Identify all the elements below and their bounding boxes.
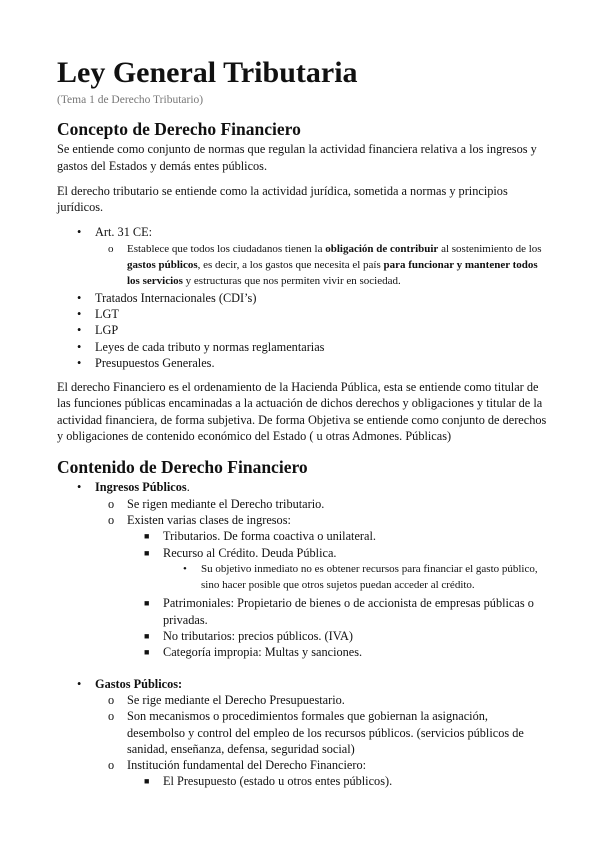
list-item-text: Tratados Internacionales (CDI’s) — [95, 290, 257, 305]
list-item-text: Se rigen mediante el Derecho tributario. — [127, 496, 325, 511]
list-item-text: Patrimoniales: Propietario de bienes o de accionista de empresas públicas o privadas. — [163, 596, 534, 627]
list-item: • Tratados Internacionales (CDI’s) — [77, 290, 257, 305]
bold-text: gastos públicos — [127, 259, 198, 272]
paragraph: El derecho Financiero es el ordenamiento de la Hacienda Pública, esta se entiende como titular de las funciones públicas encaminadas a la actuación de dichos derechos y obligaciones y titular de la actividad financiera, de forma subjetiva. De forma Objetiva se entiende como conjunto de derechos y obligaciones de contenido económico del Estado ( u otras Admones. Públicas) — [57, 380, 547, 444]
list-item: ■ Patrimoniales: Propietario de bienes o de accionista de empresas públicas o privadas. — [144, 596, 534, 627]
contenido-list — [57, 479, 547, 660]
list-item: ■ Categoría impropia: Multas y sanciones. — [144, 645, 363, 660]
list-item: • Gastos Públicos: — [77, 676, 183, 691]
list-item: o Establece que todos los ciudadanos tienen la obligación de contribuir al sostenimiento de los gastos públicos, es decir, a los gastos que necesita el país para funcionar y mantener todos los servicios y estructuras que nos permiten vivir en sociedad. — [108, 242, 542, 288]
list-item: o Se rige mediante el Derecho Presupuestario. — [108, 692, 345, 707]
list-item: o Son mecanismos o procedimientos formales que gobiernan la asignación, desembolso y control del empleo de los recursos públicos. (servicios públicos de sanidad, enseñanza, defensa, seguridad social) — [108, 709, 524, 756]
gastos-list — [57, 676, 547, 790]
list-item: o Institución fundamental del Derecho Financiero: — [108, 758, 367, 773]
list-item-text: Se rige mediante el Derecho Presupuestario. — [127, 692, 345, 707]
list-item-text: Tributarios. De forma coactiva o unilateral. — [163, 529, 376, 544]
list-item: • Presupuestos Generales. — [77, 355, 215, 370]
list-item: • Art. 31 CE: — [77, 225, 153, 240]
list-item: • LGT — [77, 306, 119, 321]
list-item-text: Su objetivo inmediato no es obtener recursos para financiar el gasto público, sino hacer posible que otros sujetos puedan acceder al crédito. — [201, 562, 538, 592]
list-item: ■ El Presupuesto (estado u otros entes públicos). — [144, 774, 393, 789]
list-item-text: LGT — [95, 306, 119, 321]
list-item: ■ Tributarios. De forma coactiva o unilateral. — [144, 529, 376, 544]
section-heading-contenido: Contenido de Derecho Financiero — [57, 457, 308, 478]
list-item: • Leyes de cada tributo y normas reglamentarias — [77, 339, 325, 354]
list-item: o Existen varias clases de ingresos: — [108, 512, 291, 527]
list-item: • Ingresos Públicos. — [77, 480, 190, 495]
list-item-text: LGP — [95, 323, 119, 338]
bold-text: obligación de contribuir — [325, 242, 439, 255]
text: . — [186, 480, 190, 495]
bold-text: Ingresos Públicos — [95, 480, 187, 495]
bold-text: Gastos Públicos: — [95, 676, 183, 691]
list-item-text: No tributarios: precios públicos. (IVA) — [163, 629, 354, 644]
list-item: ■ Recurso al Crédito. Deuda Pública. — [144, 545, 337, 560]
paragraph: El derecho tributario se entiende como la actividad jurídica, sometida a normas y principios jurídicos. — [57, 183, 508, 215]
list-item-text: Existen varias clases de ingresos: — [127, 512, 291, 527]
list-item: • LGP — [77, 323, 119, 338]
list-item-text: Leyes de cada tributo y normas reglamentarias — [95, 339, 325, 354]
list-item-text: Art. 31 CE: — [95, 225, 153, 240]
text: Establece que todos los ciudadanos tienen la — [127, 242, 326, 255]
list-item-text: Categoría impropia: Multas y sanciones. — [163, 645, 363, 660]
paragraph: Se entiende como conjunto de normas que regulan la actividad financiera relativa a los ingresos y gastos del Estados y demás entes públicos. — [57, 142, 537, 173]
section-heading-concepto: Concepto de Derecho Financiero — [57, 119, 301, 140]
bold-text: para funcionar y mantener todos los servicios — [127, 259, 538, 288]
list-item-text: El Presupuesto (estado u otros entes públicos). — [163, 774, 393, 789]
sources-list — [57, 224, 547, 371]
list-item-text: Recurso al Crédito. Deuda Pública. — [163, 545, 337, 560]
list-item: • Su objetivo inmediato no es obtener recursos para financiar el gasto público, sino hacer posible que otros sujetos puedan acceder al crédito. — [183, 562, 538, 592]
list-item: o Se rigen mediante el Derecho tributario. — [108, 496, 325, 511]
text: al sostenimiento de los — [438, 242, 542, 255]
text: y estructuras que nos permiten vivir en sociedad. — [182, 275, 401, 288]
list-item-text: Presupuestos Generales. — [95, 355, 215, 370]
list-item: ■ No tributarios: precios públicos. (IVA) — [144, 629, 354, 644]
document-subtitle: (Tema 1 de Derecho Tributario) — [57, 94, 204, 106]
text: , es decir, a los gastos que necesita el país — [197, 259, 384, 272]
list-item-text: Son mecanismos o procedimientos formales que gobiernan la asignación, desembolso y control del empleo de los recursos públicos. (servicios públicos de sanidad, enseñanza, defensa, seguridad social) — [127, 709, 524, 756]
document-title: Ley General Tributaria — [57, 56, 358, 89]
list-item-text: Institución fundamental del Derecho Financiero: — [127, 758, 367, 773]
